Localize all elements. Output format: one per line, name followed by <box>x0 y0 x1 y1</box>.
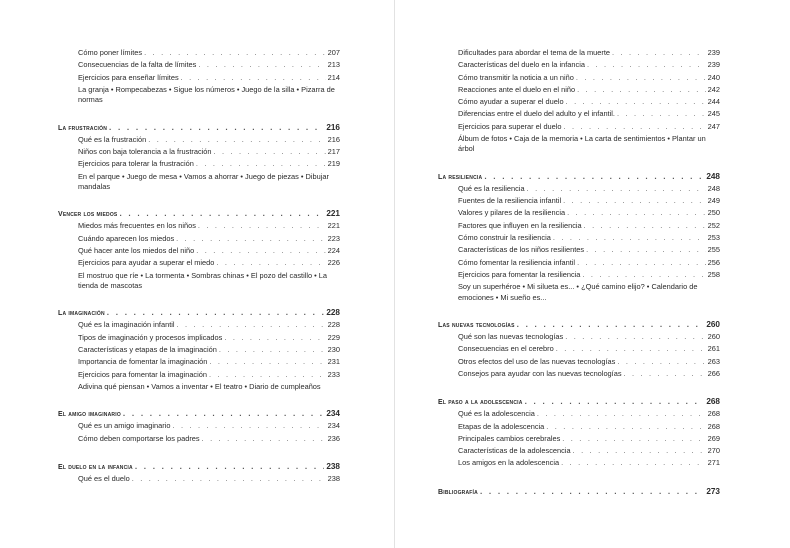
toc-entry <box>58 420 340 432</box>
chapter-page: 228 <box>326 308 340 318</box>
dot-leader <box>567 207 706 219</box>
toc-entry-title: Qué es la resiliencia <box>458 183 525 193</box>
toc-entry <box>58 344 340 356</box>
toc-entry <box>438 433 720 445</box>
toc-entry-title: Cómo fomentar la resiliencia infantil <box>458 257 576 267</box>
toc-entry-title: Qué es un amigo imaginario <box>78 421 171 431</box>
dot-leader <box>612 47 706 59</box>
chapter-page: 268 <box>706 397 720 407</box>
toc-entry-title: Fuentes de la resiliencia infantil <box>458 196 562 206</box>
toc-entry <box>58 257 340 269</box>
games-list: En el parque • Juego de mesa • Vamos a ahorrar • Juego de piezas • Dibujar mandalas <box>78 171 329 191</box>
dot-leader <box>196 245 325 257</box>
toc-entry <box>58 473 340 485</box>
toc-entry <box>58 146 340 158</box>
dot-leader <box>132 473 326 485</box>
toc-entry <box>438 183 720 195</box>
toc-entry-title: Qué es el duelo <box>78 473 130 483</box>
toc-entry <box>438 331 720 343</box>
toc-entry <box>438 195 720 207</box>
toc-entry-title: Consecuencias de la falta de límites <box>78 60 197 70</box>
right-page <box>438 47 720 513</box>
toc-entry-page: 270 <box>707 446 720 456</box>
toc-entry <box>438 356 720 368</box>
chapter-page: 216 <box>326 122 340 132</box>
toc-entry <box>58 433 340 445</box>
toc-entry <box>58 356 340 368</box>
dot-leader <box>553 232 706 244</box>
games-list: La granja • Rompecabezas • Sigue los números • Juego de la silla • Pizarra de normas <box>78 84 335 105</box>
toc-entry-title: Qué hacer ante los miedos del niño <box>78 246 195 255</box>
intro-block <box>438 47 720 155</box>
toc-entry-title: Ejercicios para tolerar la frustración <box>78 159 194 169</box>
toc-entry-page: 268 <box>707 421 720 431</box>
toc-entry-page: 248 <box>707 183 720 193</box>
toc-entry-page: 236 <box>327 433 340 443</box>
toc-entry-page: 268 <box>707 409 720 419</box>
toc-entry-title: Ejercicios para fomentar la imaginación <box>78 369 207 379</box>
dot-leader <box>176 233 326 245</box>
chapter-title: El duelo en la infancia <box>58 463 133 471</box>
toc-entry-title: Cómo poner límites <box>78 48 143 57</box>
chapter-title: El paso a la adolescencia <box>438 399 523 407</box>
intro-block <box>58 47 340 106</box>
toc-entry-title: Características de los niños resilientes <box>458 245 585 255</box>
toc-entry-page: 239 <box>707 60 720 70</box>
dot-leader <box>216 257 325 269</box>
toc-entry-title: Ejercicios para enseñar límites <box>78 72 179 82</box>
toc-entry <box>58 158 340 170</box>
toc-entry-page: 238 <box>327 473 340 483</box>
toc-entry <box>438 457 720 469</box>
toc-entry-page: 247 <box>707 121 720 131</box>
toc-entry-page: 250 <box>707 208 720 218</box>
dot-leader <box>577 257 706 269</box>
dot-leader <box>563 195 706 207</box>
dot-leader <box>214 146 326 158</box>
toc-entry-title: Características de la adolescencia <box>458 446 571 456</box>
toc-entry <box>58 369 340 381</box>
toc-entry-title: Consejos para ayudar con las nuevas tecnologías <box>458 368 622 378</box>
toc-entry-title: Niños con baja tolerancia a la frustración <box>78 147 212 156</box>
toc-entry <box>438 232 720 244</box>
chapter-block <box>438 485 720 498</box>
toc-entry-page: 269 <box>707 433 720 443</box>
toc-entry-page: 217 <box>327 147 340 156</box>
toc-entry-title: Los amigos en la adolescencia <box>458 458 560 468</box>
toc-entry <box>438 368 720 380</box>
toc-entry-page: 261 <box>707 344 720 354</box>
dot-leader <box>587 59 706 71</box>
toc-entry-title: Características y etapas de la imaginación <box>78 345 217 354</box>
dot-leader <box>573 445 706 457</box>
dot-leader <box>177 319 326 331</box>
chapter-heading <box>58 306 340 319</box>
chapter-page: 260 <box>706 320 720 330</box>
dot-leader <box>586 244 706 256</box>
dot-leader <box>556 343 706 355</box>
chapter-block <box>438 395 720 469</box>
toc-entry-page: 258 <box>707 269 720 279</box>
chapter-heading <box>58 460 340 473</box>
chapter-heading <box>438 395 720 408</box>
toc-entry-page: 271 <box>707 458 720 468</box>
toc-entry <box>438 207 720 219</box>
dot-leader <box>480 485 704 498</box>
toc-entry-page: 255 <box>707 245 720 255</box>
toc-entry-title: Diferencias entre el duelo del adulto y el infantil. <box>458 109 615 119</box>
chapter-block <box>58 407 340 445</box>
toc-entry-page: 260 <box>707 332 720 342</box>
toc-entry-page: 245 <box>707 109 720 119</box>
toc-entry-page: 249 <box>707 196 720 206</box>
toc-entry-title: Consecuencias en el cerebro <box>458 344 554 354</box>
dot-leader <box>219 344 326 356</box>
dot-leader <box>565 331 705 343</box>
toc-entry-title: Qué es la imaginación infantil <box>78 320 175 330</box>
dot-leader <box>577 84 706 96</box>
toc-entry-title: Principales cambios cerebrales <box>458 433 561 443</box>
toc-entry <box>438 421 720 433</box>
toc-entry <box>438 220 720 232</box>
toc-entry <box>438 269 720 281</box>
chapter-block <box>58 121 340 193</box>
toc-entry-page: 240 <box>707 72 720 82</box>
toc-entry <box>58 59 340 71</box>
dot-leader <box>209 369 326 381</box>
chapter-block <box>58 460 340 485</box>
toc-entry-page: 234 <box>327 421 340 431</box>
dot-leader <box>172 420 325 432</box>
toc-entry-page: 216 <box>327 134 340 144</box>
toc-entry <box>438 257 720 269</box>
toc-entry <box>438 47 720 59</box>
toc-entry-title: Qué son las nuevas tecnologías <box>458 332 564 342</box>
toc-entry-page: 230 <box>327 345 340 354</box>
toc-entry <box>58 134 340 146</box>
toc-entry-page: 224 <box>327 246 340 255</box>
dot-leader <box>135 460 325 473</box>
toc-entry-title: Valores y pilares de la resiliencia <box>458 208 566 218</box>
toc-entry-title: Ejercicios para superar el duelo <box>458 121 562 131</box>
toc-entry-page: 233 <box>327 369 340 379</box>
dot-leader <box>198 59 325 71</box>
dot-leader <box>484 170 704 183</box>
toc-entry-title: Miedos más frecuentes en los niños <box>78 221 196 231</box>
dot-leader <box>525 395 705 408</box>
toc-entry-page: 253 <box>707 233 720 243</box>
toc-entry-title: Qué es la frustración <box>78 134 147 144</box>
chapter-page: 248 <box>706 171 720 181</box>
dot-leader <box>109 121 324 134</box>
toc-entry-page: 214 <box>327 72 340 82</box>
dot-leader <box>584 220 706 232</box>
dot-leader <box>517 318 705 331</box>
toc-entry <box>58 72 340 84</box>
toc-entry <box>58 332 340 344</box>
chapter-page: 221 <box>326 209 340 219</box>
page-gutter <box>394 0 395 548</box>
toc-entry-page: 244 <box>707 97 720 107</box>
dot-leader <box>202 433 326 445</box>
chapter-title: El amigo imaginario <box>58 411 121 419</box>
dot-leader <box>617 108 706 120</box>
toc-entry-title: Características del duelo en la infancia <box>458 60 585 70</box>
toc-entry <box>438 96 720 108</box>
dot-leader <box>576 72 706 84</box>
chapter-block <box>58 207 340 291</box>
dot-leader <box>119 207 324 220</box>
toc-entry <box>58 47 340 59</box>
toc-entry-title: Qué es la adolescencia <box>458 409 535 419</box>
toc-entry-page: 219 <box>327 159 340 169</box>
toc-entry <box>438 84 720 96</box>
dot-leader <box>148 134 325 146</box>
toc-entry <box>58 245 340 257</box>
toc-entry-title: Cómo construir la resiliencia <box>458 233 551 243</box>
chapter-block <box>58 306 340 392</box>
chapter-heading <box>58 207 340 220</box>
toc-entry <box>438 59 720 71</box>
chapter-title: Vencer los miedos <box>58 211 118 219</box>
toc-entry-page: 242 <box>707 84 720 94</box>
toc-entry <box>438 343 720 355</box>
toc-entry-page: 221 <box>327 221 340 231</box>
toc-entry-title: Reacciones ante el duelo en el niño <box>458 84 576 94</box>
toc-entry-title: Otros efectos del uso de las nuevas tecnologías <box>458 356 616 366</box>
dot-leader <box>617 356 705 368</box>
toc-entry <box>438 244 720 256</box>
toc-entry-title: Tipos de imaginación y procesos implicados <box>78 332 223 342</box>
toc-entry <box>438 445 720 457</box>
dot-leader <box>209 356 325 368</box>
toc-entry <box>438 121 720 133</box>
toc-entry-page: 213 <box>327 60 340 70</box>
toc-entry-page: 266 <box>707 368 720 378</box>
left-page <box>58 47 340 500</box>
toc-entry-page: 228 <box>327 320 340 330</box>
toc-entry <box>438 408 720 420</box>
games-list: Adivina qué piensan • Vamos a inventar • El teatro • Diario de cumpleaños <box>78 381 321 391</box>
chapter-heading <box>438 485 720 498</box>
chapter-title: La imaginación <box>58 310 105 318</box>
dot-leader <box>564 121 706 133</box>
toc-entry-title: Etapas de la adolescencia <box>458 421 545 431</box>
chapter-page: 238 <box>326 461 340 471</box>
toc-entry-page: 226 <box>327 258 340 268</box>
chapter-title: La resiliencia <box>438 173 483 181</box>
toc-entry-title: Dificultades para abordar el tema de la muerte <box>458 48 610 57</box>
toc-entry-page: 207 <box>327 48 340 57</box>
dot-leader <box>546 421 705 433</box>
dot-leader <box>123 407 324 420</box>
dot-leader <box>181 72 326 84</box>
toc-entry-title: Importancia de fomentar la imaginación <box>78 357 208 367</box>
toc-entry <box>438 72 720 84</box>
dot-leader <box>566 96 706 108</box>
games-list: Álbum de fotos • Caja de la memoria • La carta de sentimientos • Plantar un árbol <box>458 134 706 154</box>
toc-entry <box>58 233 340 245</box>
dot-leader <box>144 47 326 59</box>
chapter-title: Las nuevas tecnologías <box>438 322 515 330</box>
dot-leader <box>107 306 325 319</box>
chapter-heading <box>58 407 340 420</box>
toc-entry <box>438 108 720 120</box>
games-list: El mostruo que ríe • La tormenta • Sombras chinas • El pozo del castillo • La tienda de mascotas <box>78 270 328 290</box>
dot-leader <box>196 158 326 170</box>
toc-entry-page: 229 <box>327 332 340 342</box>
chapter-page: 273 <box>706 486 720 496</box>
chapter-title: Bibliografía <box>438 488 478 496</box>
toc-entry <box>58 319 340 331</box>
chapter-heading <box>438 318 720 331</box>
chapter-heading <box>438 170 720 183</box>
games-list: Soy un superhéroe • Mi silueta es... • ¿Qué camino elijo? • Calendario de emociones • Mi sueño es... <box>458 282 698 302</box>
toc-entry-title: Cómo transmitir la noticia a un niño <box>458 72 574 82</box>
chapter-title: La frustración <box>58 124 108 132</box>
toc-entry-page: 239 <box>707 48 720 57</box>
toc-entry-title: Cómo ayudar a superar el duelo <box>458 97 564 107</box>
toc-entry-title: Ejercicios para fomentar la resiliencia <box>458 269 581 279</box>
toc-entry-title: Ejercicios para ayudar a superar el miedo <box>78 258 215 268</box>
chapter-block <box>438 318 720 380</box>
toc-entry-page: 252 <box>707 220 720 230</box>
chapter-block <box>438 170 720 303</box>
toc-entry-page: 256 <box>707 257 720 267</box>
toc-entry-page: 231 <box>327 357 340 367</box>
dot-leader <box>562 433 705 445</box>
dot-leader <box>527 183 706 195</box>
toc-entry-page: 263 <box>707 356 720 366</box>
toc-entry-title: Cuándo aparecen los miedos <box>78 233 175 243</box>
chapter-heading <box>58 121 340 134</box>
dot-leader <box>561 457 706 469</box>
dot-leader <box>582 269 705 281</box>
dot-leader <box>624 368 706 380</box>
chapter-page: 234 <box>326 409 340 419</box>
dot-leader <box>224 332 325 344</box>
dot-leader <box>198 220 326 232</box>
toc-entry-page: 223 <box>327 233 340 243</box>
dot-leader <box>537 408 706 420</box>
toc-entry-title: Factores que influyen en la resiliencia <box>458 220 582 230</box>
toc-entry-title: Cómo deben comportarse los padres <box>78 433 200 443</box>
toc-entry <box>58 220 340 232</box>
